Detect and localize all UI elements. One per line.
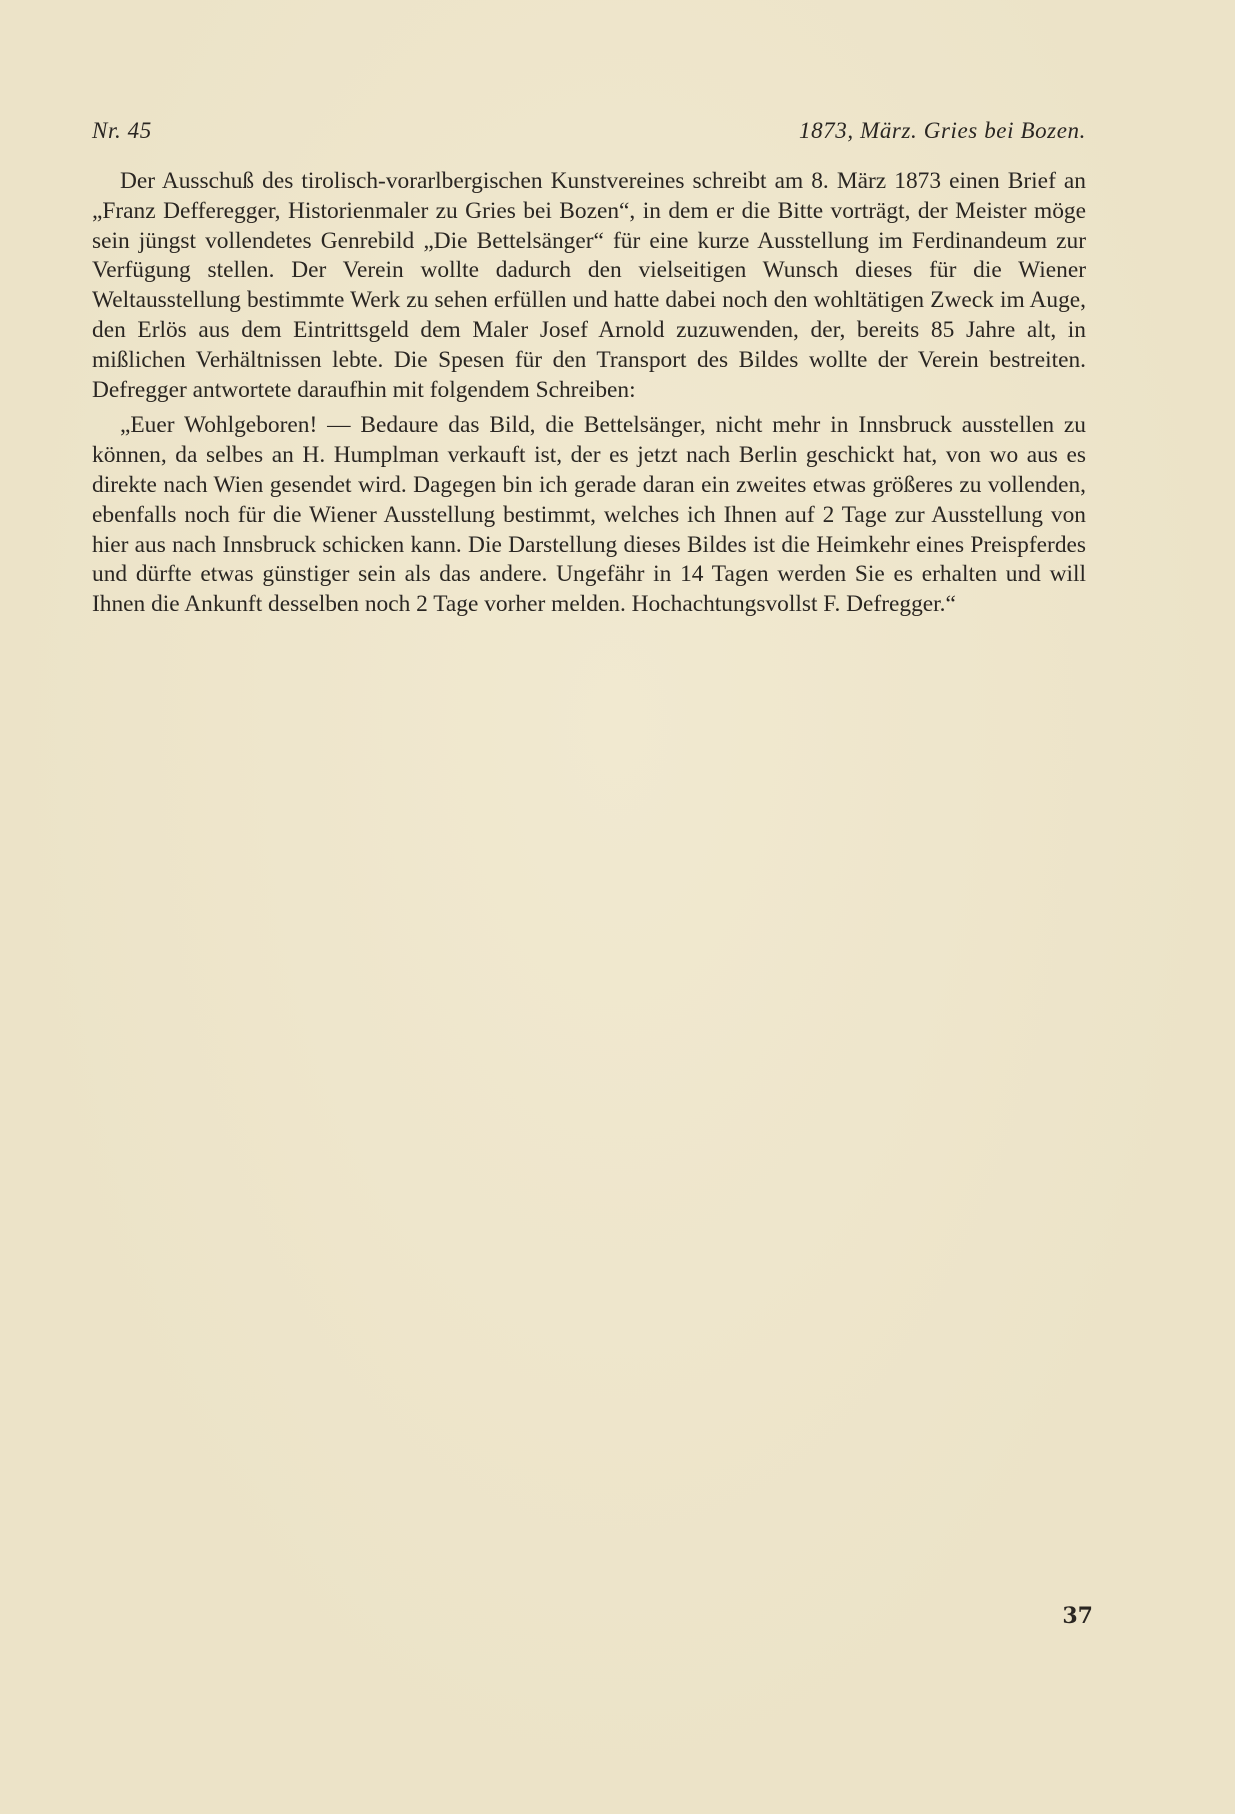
running-header: [92, 118, 1086, 150]
paragraph-letter-quote: „Euer Wohlgeboren! — Bedaure das Bild, die Bettelsänger, nicht mehr in Innsbruck ausstellen zu können, da selbes an H. Humplman verkauft ist, der es jetzt nach Berlin geschickt hat, von wo aus es direkte nach Wien gesendet wird. Dagegen bin ich gerade daran ein zweites etwas größeres zu vollenden, ebenfalls noch für die Wiener Ausstellung bestimmt, welches ich Ihnen auf 2 Tage zur Ausstellung von hier aus nach Innsbruck schicken kann. Die Darstellung dieses Bildes ist die Heimkehr eines Preispferdes und dürfte etwas günstiger sein als das andere. Ungefähr in 14 Tagen werden Sie es erhalten und will Ihnen die Ankunft desselben noch 2 Tage vorher melden. Hochachtungsvollst F. Defregger.“: [92, 412, 1086, 618]
page-number: 37: [1062, 1603, 1093, 1629]
body-text: [92, 167, 1086, 620]
document-number: Nr. 45: [92, 118, 152, 143]
date-place-heading: 1873, März. Gries bei Bozen.: [798, 118, 1086, 143]
paragraph-intro: Der Ausschuß des tirolisch-vorarlbergischen Kunstvereines schreibt am 8. März 1873 einen Brief an „Franz Defferegger, Historienmaler zu Gries bei Bozen“, in dem er die Bitte vorträgt, der Meister möge sein jüngst vollendetes Genrebild „Die Bettelsänger“ für eine kurze Ausstellung im Ferdinandeum zur Verfügung stellen. Der Verein wollte dadurch den vielseitigen Wunsch dieses für die Wiener Weltausstellung bestimmte Werk zu sehen erfüllen und hatte dabei noch den wohltätigen Zweck im Auge, den Erlös aus dem Eintrittsgeld dem Maler Josef Arnold zuzuwenden, der, bereits 85 Jahre alt, in mißlichen Verhältnissen lebte. Die Spesen für den Transport des Bildes wollte der Verein bestreiten. Defregger antwortete daraufhin mit folgendem Schreiben:: [92, 168, 1086, 403]
